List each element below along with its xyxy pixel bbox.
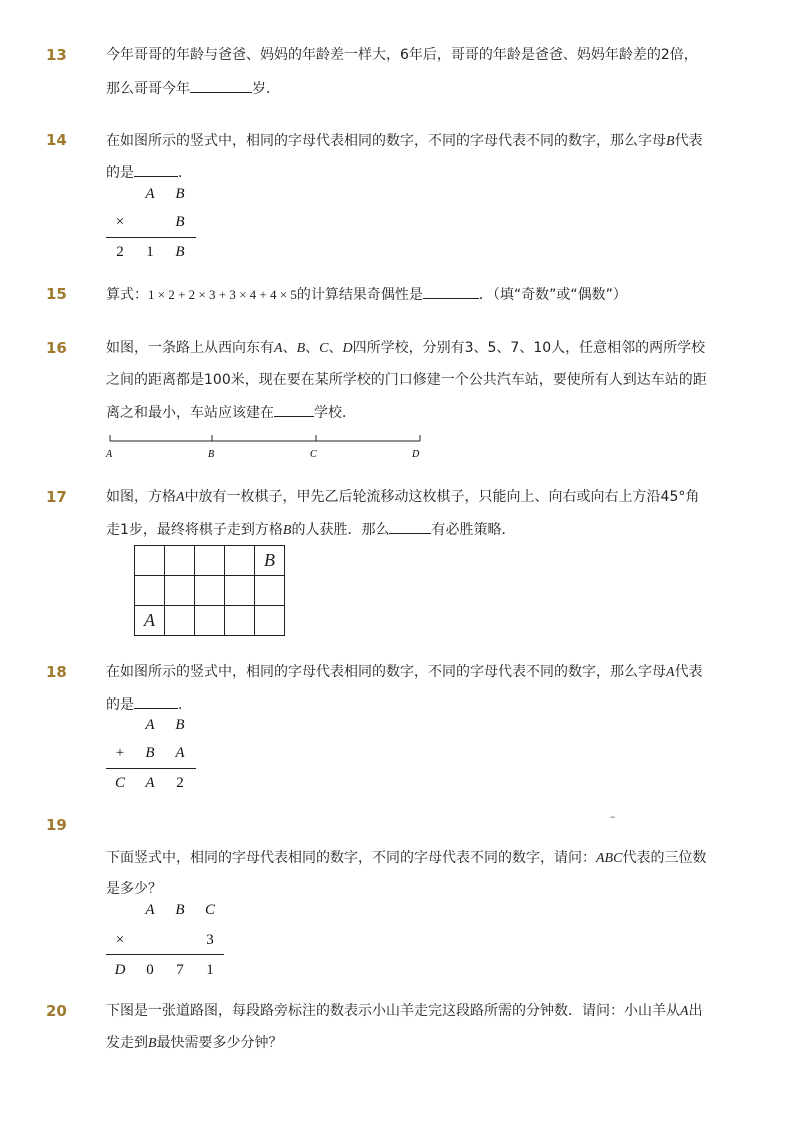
grid-cell [165,576,195,606]
question-text: 在如图所示的竖式中，相同的字母代表相同的数字，不同的字母代表不同的数字，那么字母A代表 [106,664,703,680]
answer-blank[interactable] [423,284,479,299]
grid-cell [225,606,255,636]
road-label-d: D [412,449,420,460]
grid-cell [195,576,225,606]
question-text: 算式：1 × 2 + 2 × 3 + 3 × 4 + 4 × 5的计算结果奇偶性是 ．（填“奇数”或“偶数”） [106,284,627,305]
equation-rule [106,954,224,955]
question-number: 17 [46,488,67,506]
road-label-b: B [208,449,215,460]
question-text: 的是 . [106,162,182,183]
answer-blank[interactable] [134,162,178,177]
question-text: 之间的距离都是100米，现在要在某所学校的门口修建一个公共汽车站，要使所有人到达车站的距 [106,372,707,388]
chess-grid [134,545,285,636]
question-number: 18 [46,663,67,681]
question-number: 20 [46,1002,67,1020]
question-text: 在如图所示的竖式中，相同的字母代表相同的数字，不同的字母代表不同的数字，那么字母B代表 [106,133,703,149]
equation-rule [106,768,196,769]
question-number: 14 [46,131,67,149]
question-text: 走1步，最终将棋子走到方格B的人获胜．那么 有必胜策略． [106,519,515,541]
question-text: 下面竖式中，相同的字母代表相同的数字，不同的字母代表不同的数字，请问：ABC代表的三位数 [106,850,707,866]
road-diagram [100,428,430,464]
vertical-multiplication: A B × B 2 1 B [115,186,185,260]
answer-blank[interactable] [274,402,314,417]
vertical-multiplication: A B C × 3 D 0 7 1 [114,902,215,978]
answer-blank[interactable] [134,694,178,709]
vertical-addition: A B + B A C A 2 [114,717,185,791]
question-text: 那么哥哥今年 岁． [106,78,280,99]
question-text: 是多少？ [106,881,162,897]
question-number: 13 [46,46,67,64]
grid-cell-b: B [255,546,285,576]
question-text: 如图，一条路上从西向东有A、B、C、D四所学校，分别有3、5、7、10人，任意相邻的两所学校 [106,340,706,356]
equation-rule [106,237,196,238]
grid-cell [165,606,195,636]
road-label-a: A [106,449,113,460]
grid-cell [255,576,285,606]
grid-cell [225,546,255,576]
grid-cell [165,546,195,576]
grid-cell-a: A [135,606,165,636]
grid-cell [135,576,165,606]
grid-cell [195,546,225,576]
stray-mark: – [610,810,616,823]
question-text: 发走到B最快需要多少分钟？ [106,1035,283,1051]
grid-cell [195,606,225,636]
question-text: 离之和最小，车站应该建在 学校． [106,402,356,423]
question-number: 15 [46,285,67,303]
grid-cell [255,606,285,636]
question-text: 今年哥哥的年龄与爸爸、妈妈的年龄差一样大，6年后，哥哥的年龄是爸爸、妈妈年龄差的2倍， [106,47,698,63]
answer-blank[interactable] [190,78,252,93]
grid-cell [225,576,255,606]
question-text: 下图是一张道路图，每段路旁标注的数表示小山羊走完这段路所需的分钟数．请问：小山羊从A出 [106,1003,703,1019]
road-label-c: C [310,449,317,460]
question-number: 19 [46,816,67,834]
answer-blank[interactable] [389,519,431,534]
question-number: 16 [46,339,67,357]
question-text: 如图，方格A中放有一枚棋子，甲先乙后轮流移动这枚棋子，只能向上、向右或向右上方沿45°角 [106,489,700,505]
question-text: 的是 . [106,694,182,715]
grid-cell [135,546,165,576]
